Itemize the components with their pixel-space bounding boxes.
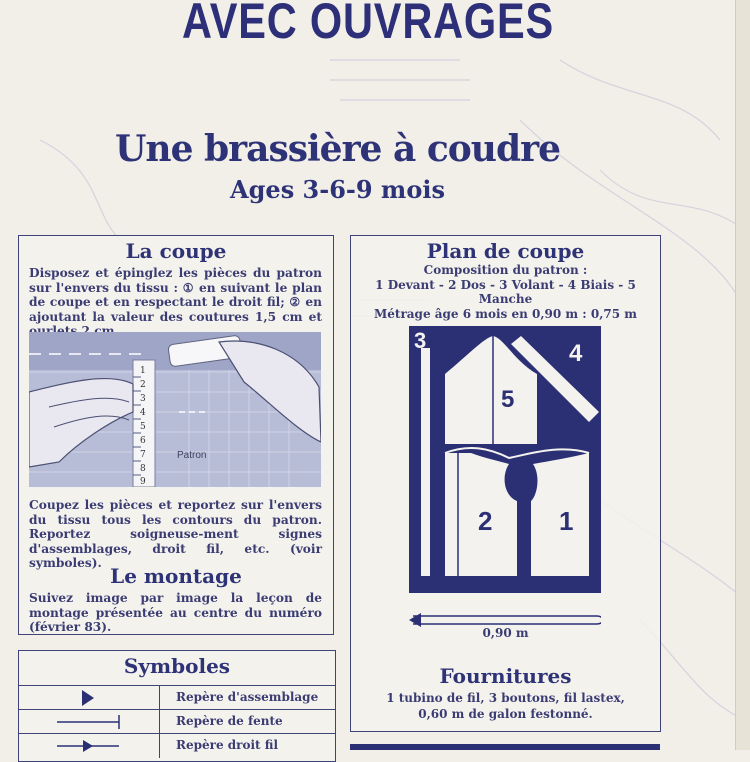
symbol-row-droit-fil bbox=[19, 733, 335, 758]
ruler-number-9: 9 bbox=[140, 477, 146, 487]
ruler-number-6: 6 bbox=[140, 436, 146, 446]
bottom-bar bbox=[350, 744, 660, 750]
coupe-photo bbox=[29, 332, 321, 487]
ruler-number-1: 1 bbox=[140, 366, 146, 376]
coupe-photo-illustration bbox=[29, 332, 321, 487]
piece-label-5: 5 bbox=[501, 386, 515, 413]
ruler-number-3: 3 bbox=[140, 394, 146, 404]
cutting-plan-diagram bbox=[409, 326, 601, 638]
article-title: Une brassière à coudre bbox=[115, 128, 560, 170]
symbol-label-droit-fil: Repère droit fil bbox=[176, 738, 279, 752]
article-subtitle: Ages 3-6-9 mois bbox=[230, 175, 445, 204]
fournitures-line-2: 0,60 m de galon festonné. bbox=[418, 707, 593, 721]
plan-line-3: Métrage âge 6 mois en 0,90 m : 0,75 m bbox=[374, 306, 637, 321]
plan-line-2: 1 Devant - 2 Dos - 3 Volant - 4 Biais - 5 Manche bbox=[375, 277, 636, 306]
coupe-heading: La coupe bbox=[125, 239, 227, 263]
symbol-row-fente bbox=[19, 709, 335, 734]
ruler-number-7: 7 bbox=[140, 450, 146, 460]
montage-heading: Le montage bbox=[110, 564, 242, 588]
plan-de-coupe-box bbox=[350, 235, 661, 732]
symboles-box bbox=[18, 650, 336, 762]
ruler-number-8: 8 bbox=[140, 464, 146, 474]
ruler-number-2: 2 bbox=[140, 380, 146, 390]
slit-line-icon bbox=[19, 710, 159, 734]
page-headline: AVEC OUVRAGES bbox=[182, 0, 555, 49]
symbol-row-assemblage bbox=[19, 685, 335, 710]
coupe-montage-box bbox=[18, 235, 334, 635]
symbol-label-assemblage: Repère d'assemblage bbox=[176, 690, 319, 704]
symboles-heading: Symboles bbox=[123, 654, 231, 678]
piece-label-3: 3 bbox=[414, 328, 427, 353]
plan-width-label: 0,90 m bbox=[482, 626, 529, 640]
piece-3-shape bbox=[421, 348, 430, 576]
fournitures-line-1: 1 tubino de fil, 3 boutons, fil lastex, bbox=[386, 691, 625, 705]
ruler-number-5: 5 bbox=[140, 422, 146, 432]
piece-label-2: 2 bbox=[478, 506, 493, 536]
triangle-marker-icon bbox=[19, 686, 159, 710]
ruler-number-4: 4 bbox=[140, 408, 146, 418]
piece-label-4: 4 bbox=[569, 340, 583, 367]
plan-heading: Plan de coupe bbox=[426, 239, 585, 263]
coupe-after-text: Coupez les pièces et reportez sur l'envers du tissu tous les contours du patron. Reportez soigneuse-ment signes d'assemblages, droit fil, etc. (voir symboles). bbox=[29, 498, 322, 571]
photo-patron-label: Patron bbox=[177, 450, 207, 461]
coupe-text: Disposez et épinglez les pièces du patron sur l'envers du tissu : ① en suivant le plan de coupe et en respectant le droit fil; ② en ajoutant la valeur des coutures 1,5 cm et bbox=[29, 266, 322, 324]
symbol-label-fente: Repère de fente bbox=[176, 714, 283, 728]
plan-line-1: Composition du patron : bbox=[423, 263, 588, 277]
montage-text: Suivez image par image la leçon de montage présentée au centre du numéro (février 83). bbox=[29, 591, 322, 635]
grain-arrow-icon bbox=[19, 734, 159, 758]
page-binding-edge bbox=[735, 0, 750, 750]
fournitures-heading: Fournitures bbox=[439, 664, 572, 688]
piece-label-1: 1 bbox=[559, 506, 574, 536]
